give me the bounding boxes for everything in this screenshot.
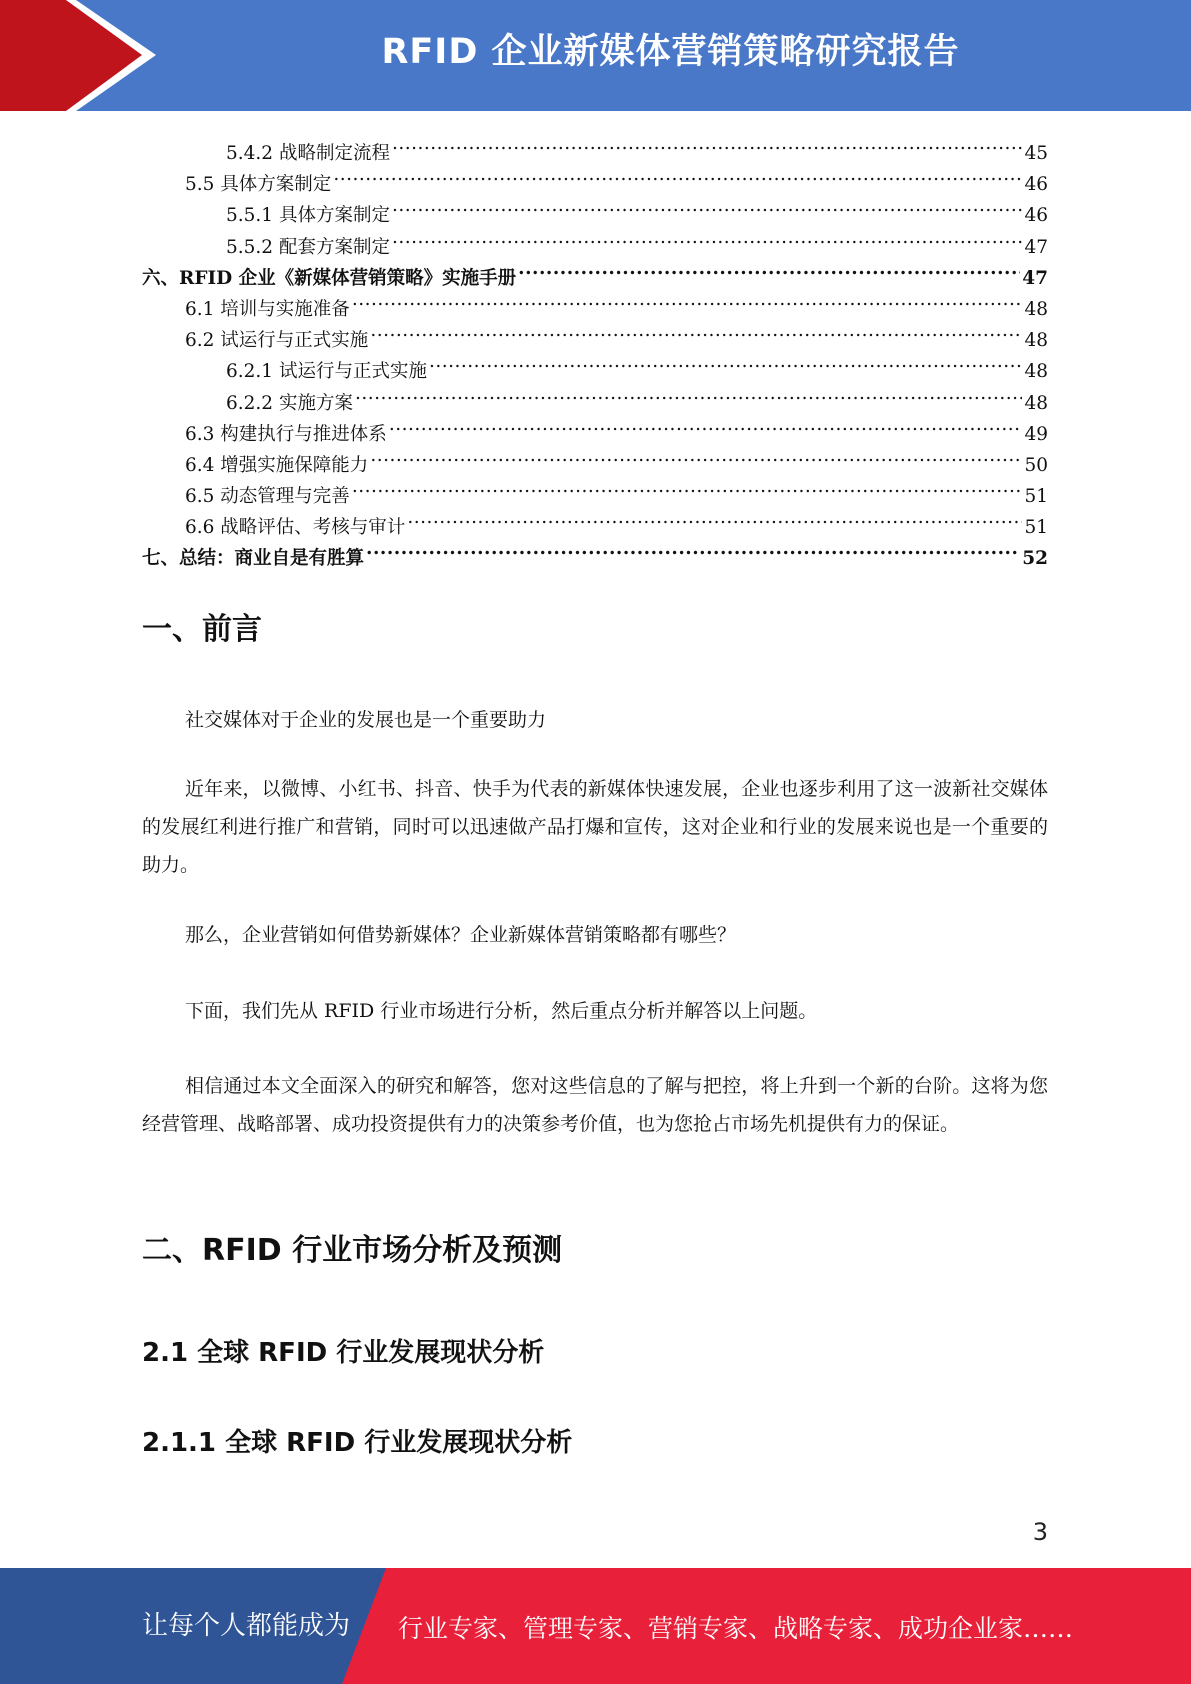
paragraph-4: 下面，我们先从 RFID 行业市场进行分析，然后重点分析并解答以上问题。 [185,1000,818,1022]
toc-entry-label: 5.5 具体方案制定 [185,174,332,196]
toc-entry-page: 48 [1024,330,1048,352]
toc-entry-label: 6.1 培训与实施准备 [185,298,350,320]
toc-entry-page: 48 [1024,298,1048,320]
toc-leader-dots [407,502,1022,533]
toc-entry-page: 52 [1022,548,1048,570]
page-header [0,0,1191,111]
toc-entry-page: 47 [1024,236,1048,258]
page-number: 3 [1032,1518,1048,1546]
paragraph-1: 社交媒体对于企业的发展也是一个重要助力 [185,709,547,731]
toc-leader-dots [518,253,1020,284]
toc-entry-label: 6.4 增强实施保障能力 [185,454,369,476]
toc-leader-dots [429,346,1022,377]
toc-leader-dots [366,533,1020,564]
toc-entry-label: 6.6 战略评估、考核与审计 [185,517,406,539]
paragraph-3: 那么，企业营销如何借势新媒体？企业新媒体营销策略都有哪些？ [185,924,737,946]
toc-entry-label: 6.3 构建执行与推进体系 [185,423,387,445]
report-title: RFID 企业新媒体营销策略研究报告 [381,32,960,72]
toc-entry-page: 51 [1024,517,1048,539]
section-heading-market-analysis: 二、RFID 行业市场分析及预测 [142,1233,563,1268]
toc-entry-label: 6.2.2 实施方案 [226,392,353,414]
toc-entry-page: 46 [1024,205,1048,227]
toc-leader-dots [392,128,1022,159]
toc-entry-label: 6.2 试运行与正式实施 [185,330,369,352]
toc-entry-label: 六、RFID 企业《新媒体营销策略》实施手册 [142,267,517,289]
toc-entry-label: 5.4.2 战略制定流程 [226,143,390,164]
toc-leader-dots [392,190,1022,221]
toc-leader-dots [389,409,1023,440]
toc-entry-page: 45 [1024,143,1048,164]
footer-slogan-right: 行业专家、管理专家、营销专家、战略专家、成功企业家…… [398,1614,1074,1643]
toc-entry-label: 6.2.1 试运行与正式实施 [226,361,427,383]
toc-entry-page: 51 [1024,486,1048,508]
toc-leader-dots [352,471,1023,502]
toc-entry-label: 七、总结：商业自是有胜算 [142,548,365,570]
page-footer [0,1568,1191,1684]
toc-entry-page: 48 [1024,392,1048,414]
toc-leader-dots [355,378,1023,409]
paragraph-5: 相信通过本文全面深入的研究和解答，您对这些信息的了解与把控，将上升到一个新的台阶。这将为您经营管理、战略部署、成功投资提供有力的决策参考价值，也为您抢占市场先机提供有力的保证。 [142,1075,1048,1135]
subsection-heading-2-1: 2.1 全球 RFID 行业发展现状分析 [142,1338,545,1368]
toc-entry-page: 46 [1024,174,1048,196]
toc-leader-dots [370,315,1022,346]
section-heading-preface: 一、前言 [142,612,262,647]
subsection-heading-2-1-1: 2.1.1 全球 RFID 行业发展现状分析 [142,1428,573,1458]
toc-entry[interactable] [142,128,1048,164]
toc-leader-dots [333,159,1022,190]
toc-entry-label: 5.5.1 具体方案制定 [226,205,390,227]
footer-slogan-left: 让每个人都能成为 [142,1611,351,1641]
toc-leader-dots [352,284,1023,315]
toc-leader-dots [370,440,1022,471]
table-of-contents [142,128,1048,570]
toc-entry-page: 48 [1024,361,1048,383]
toc-entry-page: 50 [1024,454,1048,476]
toc-leader-dots [392,222,1022,253]
header-red-block [0,0,150,111]
toc-entry-label: 5.5.2 配套方案制定 [226,236,390,258]
paragraph-2: 近年来，以微博、小红书、抖音、快手为代表的新媒体快速发展，企业也逐步利用了这一波新社交媒体的发展红利进行推广和营销，同时可以迅速做产品打爆和宣传，这对企业和行业的发展来说也是一个重要的助力。 [142,778,1048,876]
toc-entry-label: 6.5 动态管理与完善 [185,486,350,508]
toc-entry-page: 49 [1024,423,1048,445]
toc-entry-page: 47 [1022,267,1048,289]
